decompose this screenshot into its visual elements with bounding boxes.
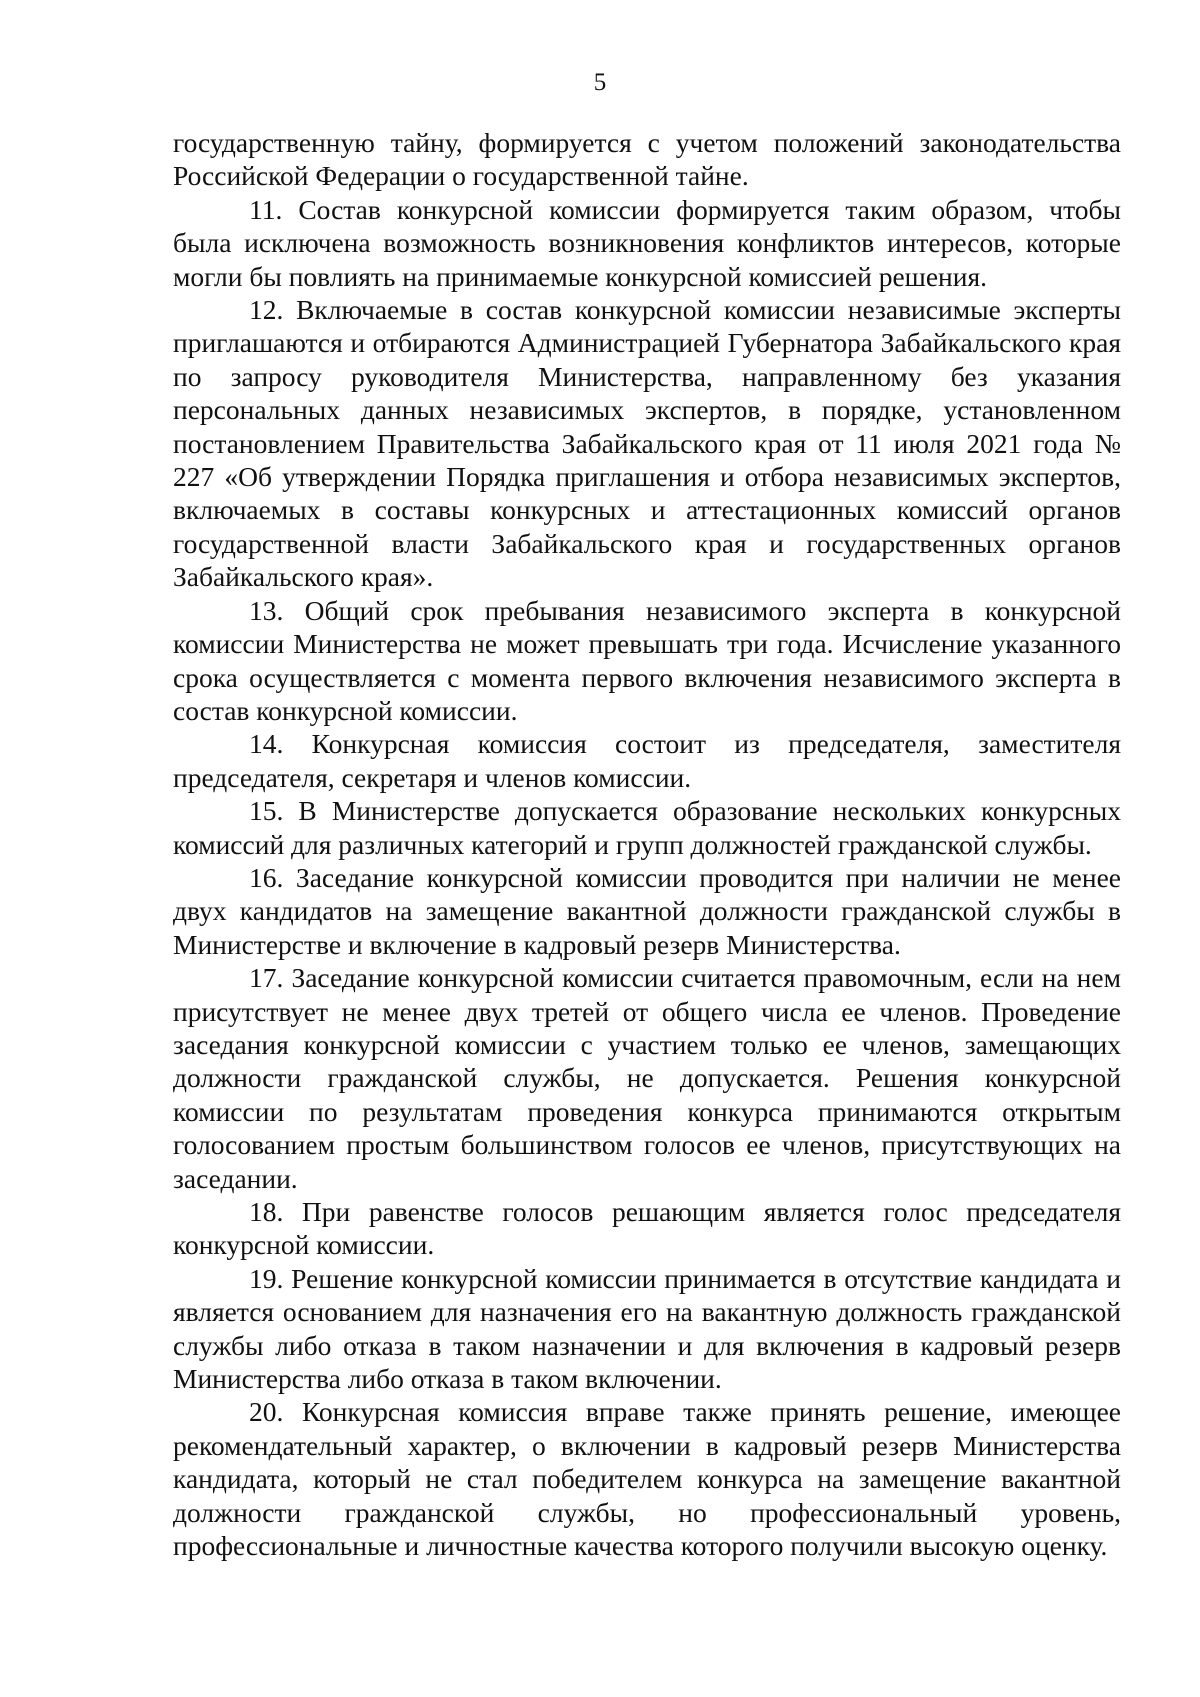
paragraph-16: 16. Заседание конкурсной комиссии проводится при наличии не менее двух кандидатов на замещение вакантной должности гражданской службы в Министерстве и включение в кадровый резерв Министерства. [173,861,1121,960]
paragraph-20: 20. Конкурсная комиссия вправе также принять решение, имеющее рекомендательный характер, о включении в кадровый резерв Министерства кандидата, который не стал победителем конкурса на замещение вакантной должности гражданской службы, но профессиональный уровень, профессиональные и личностные качества которого получили высокую оценку. [173,1396,1121,1562]
page-number: 5 [593,69,607,96]
paragraph-13: 13. Общий срок пребывания независимого эксперта в конкурсной комиссии Министерства не может превышать три года. Исчисление указанного срока осуществляется с момента первого включения независимого эксперта в состав конкурсной комиссии. [173,594,1121,726]
document-body [173,126,1121,1562]
paragraph-15: 15. В Министерстве допускается образование нескольких конкурсных комиссий для различных категорий и групп должностей гражданской службы. [173,795,1121,860]
paragraph-18: 18. При равенстве голосов решающим является голос председателя конкурсной комиссии. [173,1196,1121,1261]
paragraph-14: 14. Конкурсная комиссия состоит из председателя, заместителя председателя, секретаря и членов комиссии. [173,728,1121,793]
paragraph-12: 12. Включаемые в состав конкурсной комиссии независимые эксперты приглашаются и отбираются Администрацией Губернатора Забайкальского края по запросу руководителя Министерства, направленному без указания персональных данных независимых экспертов, в порядке, установленном постановлением Правительства Забайкальского края от 11 июля 2021 года № 227 «Об утверждении Порядка приглашения и отбора независимых экспертов, включаемых в составы конкурсных и аттестационных комиссий органов государственной власти Забайкальского края и государственных органов Забайкальского края». [173,294,1121,593]
paragraph-continuation: государственную тайну, формируется с учетом положений законодательства Российской Федерации о государственной тайне. [173,127,1121,192]
paragraph-17: 17. Заседание конкурсной комиссии считается правомочным, если на нем присутствует не менее двух третей от общего числа ее членов. Проведение заседания конкурсной комиссии с участием только ее членов, замещающих должности гражданской службы, не допускается. Решения конкурсной комиссии по результатам проведения конкурса принимаются открытым голосованием простым большинством голосов ее членов, присутствующих на заседании. [173,962,1121,1194]
paragraph-11: 11. Состав конкурсной комиссии формируется таким образом, чтобы была исключена возможность возникновения конфликтов интересов, которые могли бы повлиять на принимаемые конкурсной комиссией решения. [173,193,1121,292]
paragraph-19: 19. Решение конкурсной комиссии принимается в отсутствие кандидата и является основанием для назначения его на вакантную должность гражданской службы либо отказа в таком назначении и для включения в кадровый резерв Министерства либо отказа в таком включении. [173,1262,1121,1395]
